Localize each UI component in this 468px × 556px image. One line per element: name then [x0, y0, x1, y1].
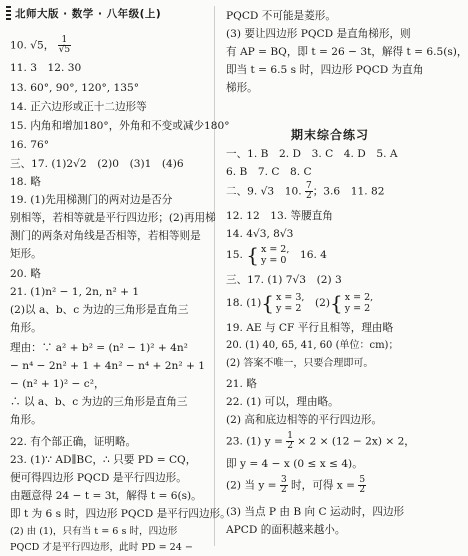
answer-line: ∴ 以 a、b、c 为边的三角形是直角三 [10, 396, 188, 408]
answer-line: 10. √5， $\frac{1}{√5}$ [10, 35, 71, 55]
answer-line: 6. B 7. C 8. C [226, 166, 312, 178]
equation-system: x = 2, y = 0 [260, 244, 290, 266]
answer-line: 梯形。 [226, 82, 258, 94]
answer-line: (2) 由 (1)，只有当 t = 6 s 时，四边形 [10, 526, 178, 537]
answer-line: 22. 有个部正确，证明略。 [10, 436, 137, 448]
answer-line: 一、1. B 2. D 3. C 4. D 5. A [226, 148, 398, 160]
answer-line: 11. 3 12. 30 [10, 62, 82, 74]
answer-line: 15. 内角和增加180°，外角和不变或减少180° [10, 120, 230, 132]
answer-line: 14. 正六边形或正十二边形等 [10, 101, 147, 113]
answer-line: − (n² + 1)² − c²， [10, 378, 105, 390]
answer-line: 21. 略 [226, 378, 257, 390]
answer-line: 别相等，若相等就是平行四边形；(2)再用梯 [10, 212, 216, 224]
answer-line: 20. (1) 40, 65, 41, 60 (单位：cm)； [226, 340, 399, 351]
answer-line: 三、17. (1)2√2 (2)0 (3)1 (4)6 [10, 158, 184, 170]
column-divider [214, 6, 215, 546]
answer-line: 角形。 [10, 414, 42, 426]
answer-line: 角形。 [10, 322, 42, 334]
answer-line: 便可得四边形 PQCD 是平行四边形。 [10, 472, 187, 484]
equation-system: x = 2, y = 2 [344, 292, 374, 314]
answer-line: 18. (1){ x = 3, y = 2 (2){ x = 2, y = 2 [226, 291, 374, 315]
fraction: $\frac{1}{√5}$ [58, 35, 71, 55]
answer-line: 矩形。 [10, 248, 42, 260]
answer-line: (3) 当点 P 由 B 向 C 运动时，四边形 [226, 506, 405, 518]
answer-line: 19. (1)先用梯测门的两对边是否分 [10, 194, 173, 206]
answer-line: 三、17. (1) 7√3 (2) 3 [226, 274, 342, 286]
answer-line: 14. 4√3, 8√3 [226, 228, 294, 240]
answer-line: (2) 答案不唯一，只要合理即可。 [226, 358, 374, 369]
answer-line: APCD 的面积越来越小。 [226, 524, 346, 536]
answer-line: 20. 略 [10, 268, 41, 280]
answer-line: (2) 高和底边相等的平行四边形。 [226, 414, 383, 426]
answer-line: 12. 12 13. 等腰直角 [226, 210, 333, 222]
answer-line: 二、9. √3 10. $\frac{7}{2}$ ；3.6 11. 82 [226, 181, 385, 201]
answer-line: 22. (1) 可以，理由略。 [226, 396, 339, 408]
answer-line: 16. 76° [10, 139, 49, 151]
answer-line: PQCD 不可能是菱形。 [226, 10, 336, 22]
answer-line: 即 t 为 6 s 时，四边形 PQCD 是平行四边形。 [10, 508, 231, 520]
answer-line: 即当 t = 6.5 s 时，四边形 PQCD 为直角 [226, 64, 424, 76]
answer-line: PQCD 才是平行四边形，此时 PD = 24 − [10, 542, 193, 553]
answer-line: 测门的两条对角线是否相等，若相等则是 [10, 230, 201, 242]
answer-line: 13. 60°, 90°, 120°, 135° [10, 82, 140, 94]
page-header [6, 4, 161, 22]
section-title: 期末综合练习 [290, 128, 369, 142]
answer-line: 即 y = 4 − x (0 ≤ x ≤ 4)。 [226, 458, 363, 470]
answer-line: (2)以 a、b、c 为边的三角形是直角三 [10, 304, 189, 316]
answer-line: 理由：∵ a² + b² = (n² − 1)² + 4n² [10, 342, 188, 354]
answer-line: 15. { x = 2, y = 0 16. 4 [226, 243, 327, 267]
answer-line: 21. (1)n² − 1, 2n, n² + 1 [10, 286, 140, 298]
fraction: $\frac{1}{2}$ [287, 431, 293, 451]
answer-line: 23. (1) y = $\frac{1}{2}$ × 2 × (12 − 2x) × 2， [226, 431, 415, 451]
answer-line: 由题意得 24 − t = 3t，解得 t = 6(s)。 [10, 490, 202, 502]
fraction: $\frac{7}{2}$ [305, 181, 312, 201]
answer-line: 有 AP = BQ，即 t = 26 − 3t，解得 t = 6.5(s)， [226, 46, 468, 58]
answer-line: 23. (1)∵ AD∥BC，∴ 只要 PD = CQ， [10, 454, 197, 466]
equation-system: x = 3, y = 2 [275, 292, 305, 314]
fraction: $\frac{5}{2}$ [359, 475, 366, 495]
fraction: $\frac{3}{2}$ [280, 475, 287, 495]
answer-line: (2) 当 y = $\frac{3}{2}$ 时，可得 x = $\frac{5}{2}$ [226, 475, 366, 495]
answer-line: − n⁴ − 2n² + 1 + 4n² − n⁴ + 2n² + 1 [10, 360, 205, 372]
header-title: 北师大版 · 数学 · 八年级(上) [15, 7, 162, 20]
answer-line: (3) 要让四边形 PQCD 是直角梯形，则 [226, 28, 411, 40]
answer-line: 18. 略 [10, 176, 41, 188]
header-marker-icon [6, 6, 11, 20]
answer-line: 19. AE 与 CF 平行且相等，理由略 [226, 322, 394, 334]
